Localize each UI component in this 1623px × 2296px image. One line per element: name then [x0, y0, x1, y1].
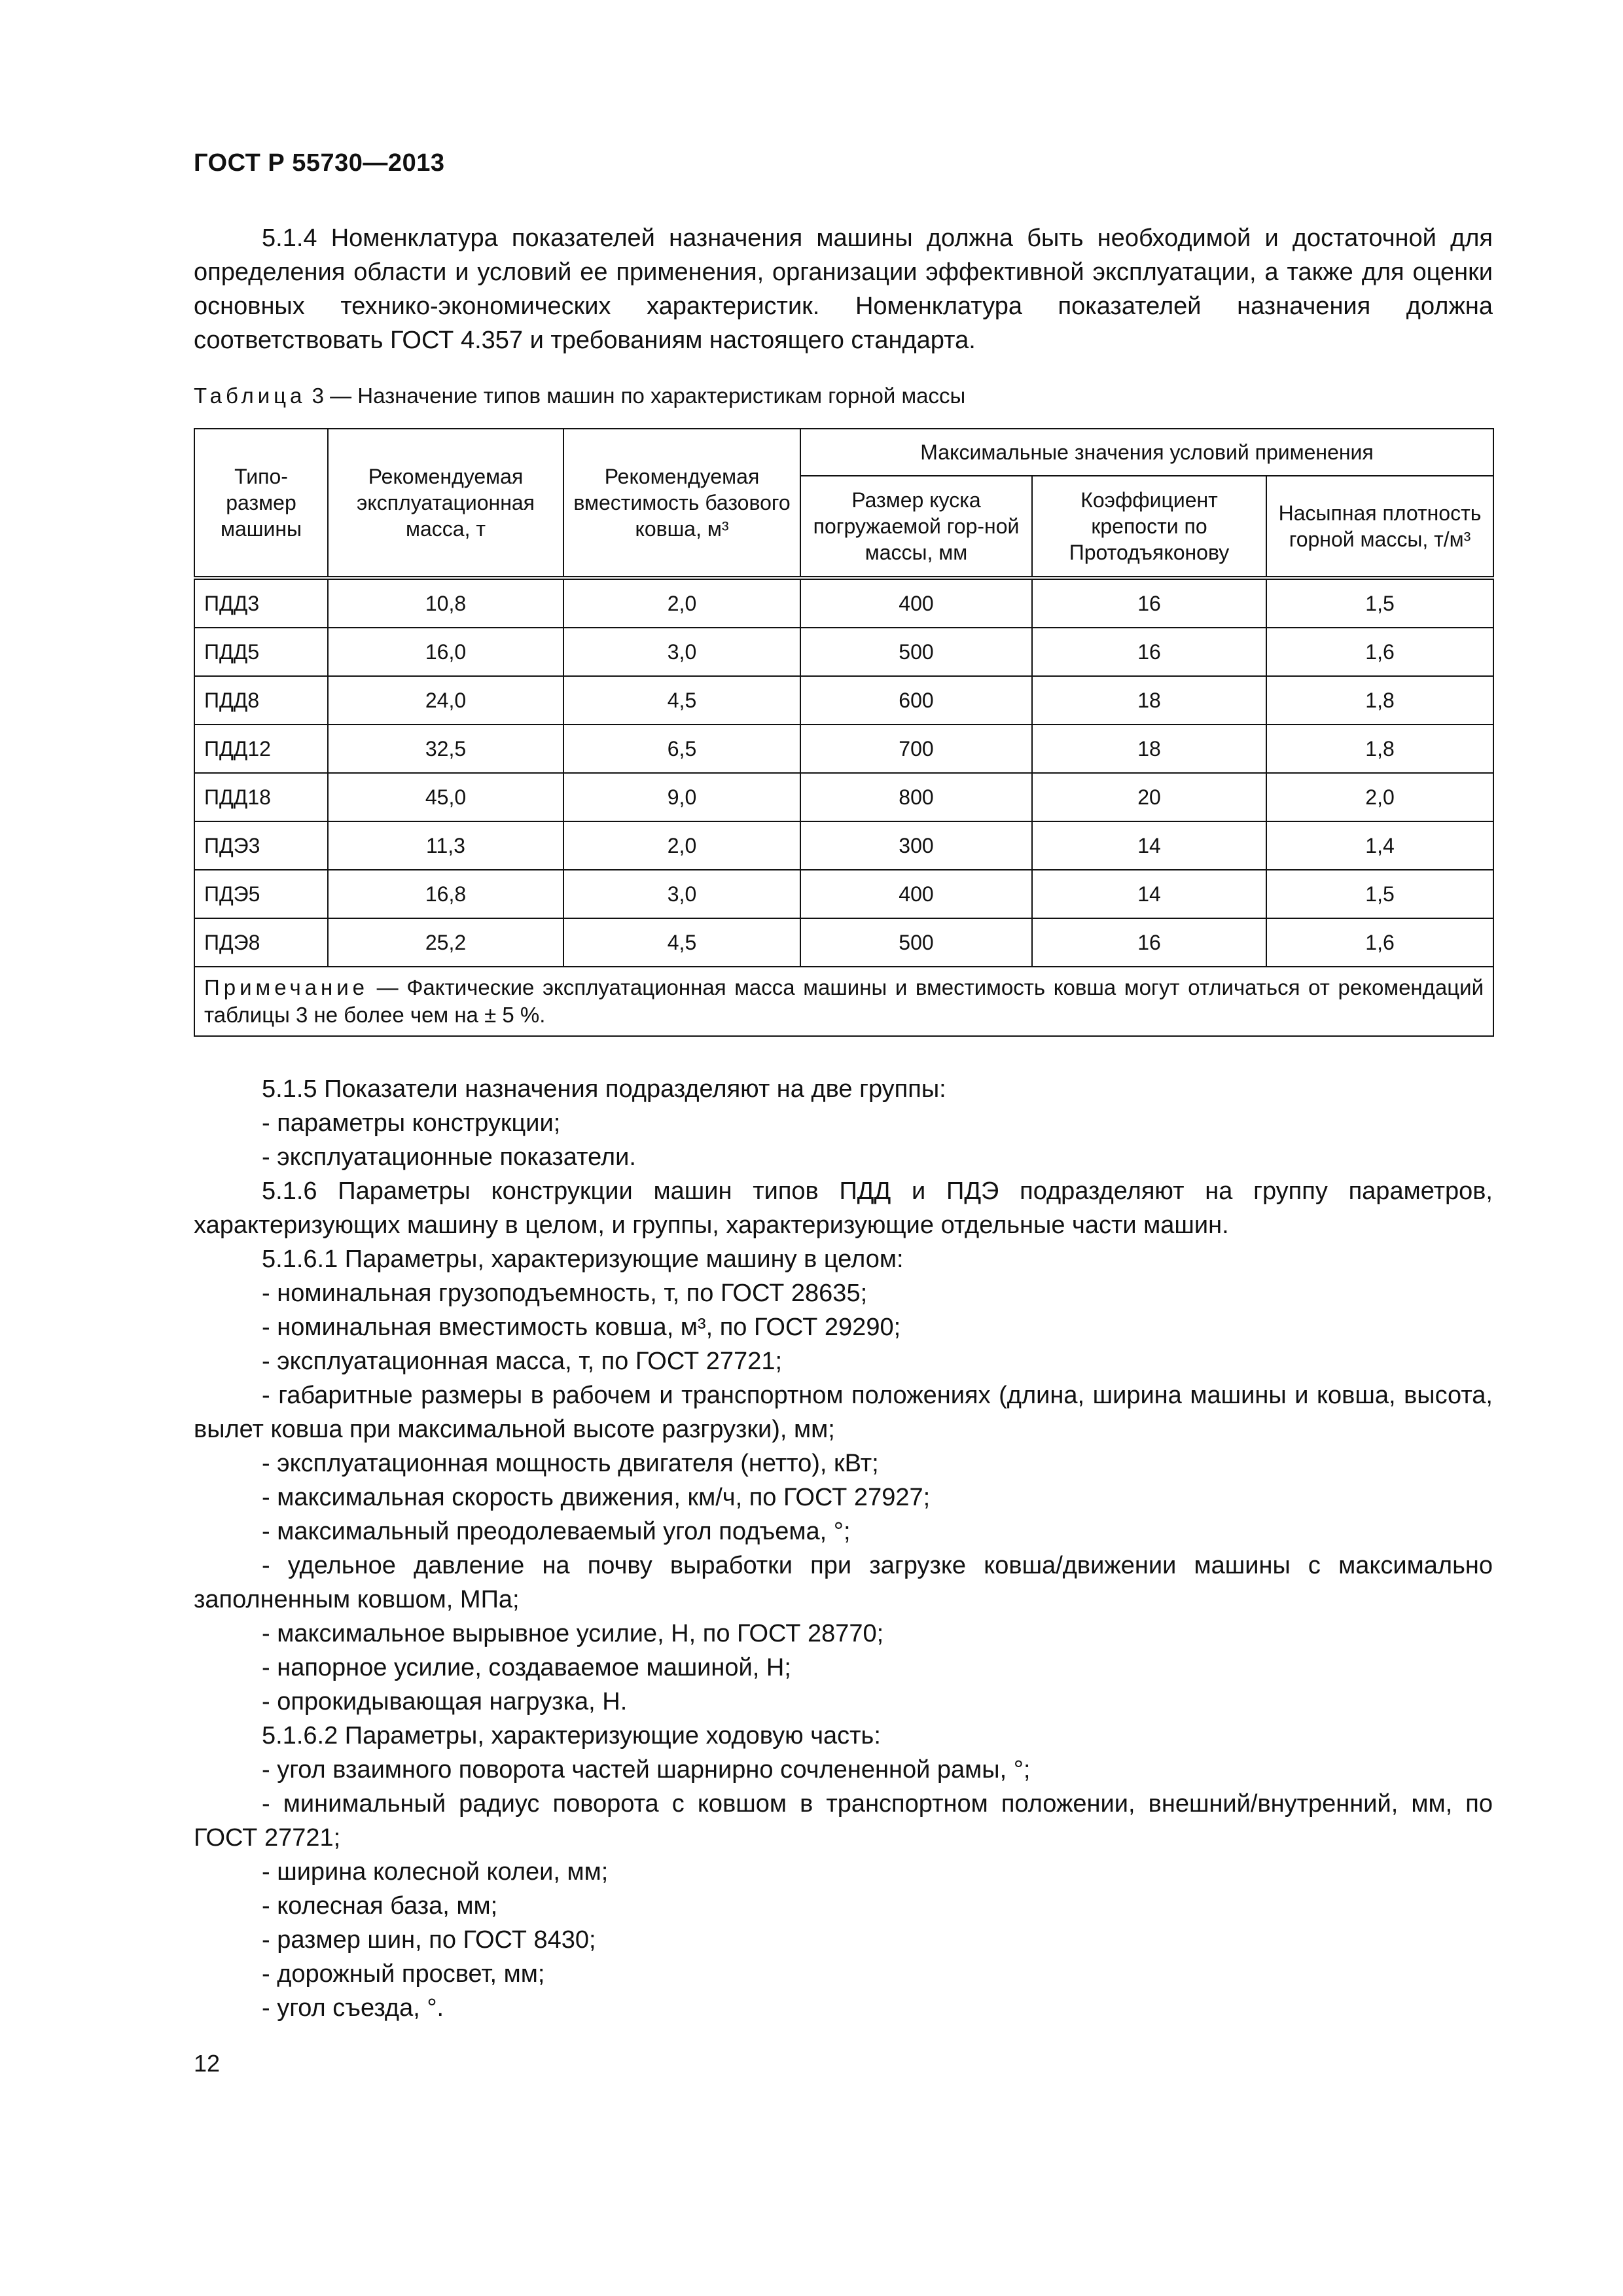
table-cell: 2,0: [563, 821, 800, 870]
table-cell: 18: [1032, 725, 1266, 773]
table-cell: 11,3: [328, 821, 563, 870]
body-paragraph: - параметры конструкции;: [262, 1109, 561, 1137]
body-paragraph: - эксплуатационная масса, т, по ГОСТ 27721;: [262, 1348, 783, 1375]
body-paragraph: - опрокидывающая нагрузка, Н.: [262, 1688, 628, 1715]
header-lump-size: Размер куска погружаемой гор-ной массы, мм: [800, 476, 1032, 578]
table-cell: 1,8: [1266, 676, 1493, 725]
table-row: [194, 628, 1493, 676]
table-cell: 9,0: [563, 773, 800, 821]
body-paragraph: - номинальная вместимость ковша, м³, по ГОСТ 29290;: [262, 1314, 901, 1341]
body-paragraph: 5.1.6.2 Параметры, характеризующие ходовую часть:: [262, 1722, 881, 1749]
table-cell: 1,5: [1266, 870, 1493, 918]
table-cell: 24,0: [328, 676, 563, 725]
body-paragraph: - угол взаимного поворота частей шарнирно сочлененной рамы, °;: [262, 1756, 1031, 1784]
table-cell: ПДД18: [194, 773, 328, 821]
body-paragraph: - удельное давление на почву выработки при загрузке ковша/движении машины с максимально заполненным ковшом, МПа;: [194, 1552, 1493, 1613]
table-cell: 1,5: [1266, 578, 1493, 628]
body-paragraph: 5.1.6 Параметры конструкции машин типов ПДД и ПДЭ подразделяют на группу параметров, характеризующих машину в целом, и группы, характеризующие отдельные части машин.: [194, 1177, 1493, 1239]
table-cell: 20: [1032, 773, 1266, 821]
header-mass: Рекомендуемая эксплуатационная масса, т: [328, 429, 563, 578]
table-cell: ПДЭ8: [194, 918, 328, 967]
table-cell: 1,6: [1266, 918, 1493, 967]
table-cell: 1,4: [1266, 821, 1493, 870]
table-cell: 4,5: [563, 918, 800, 967]
table-cell: 32,5: [328, 725, 563, 773]
body-paragraph: 5.1.5 Показатели назначения подразделяют на две группы:: [262, 1075, 946, 1103]
body-paragraph: - колесная база, мм;: [262, 1892, 498, 1920]
body-text: [194, 1072, 1493, 2025]
page-number: 12: [194, 2050, 221, 2077]
body-paragraph: 5.1.6.1 Параметры, характеризующие машину в целом:: [262, 1246, 904, 1273]
table-cell: ПДД3: [194, 578, 328, 628]
table-caption: [194, 384, 965, 408]
table-note: [194, 967, 1493, 1036]
table-cell: 16: [1032, 578, 1266, 628]
table-cell: 45,0: [328, 773, 563, 821]
table-cell: 16,8: [328, 870, 563, 918]
table-row: [194, 918, 1493, 967]
applications-table: [194, 428, 1494, 1037]
table-cell: 500: [800, 918, 1032, 967]
table-row: [194, 578, 1493, 628]
table-cell: 14: [1032, 870, 1266, 918]
table-cell: 400: [800, 870, 1032, 918]
body-paragraph: - максимальное вырывное усилие, Н, по ГОСТ 28770;: [262, 1620, 884, 1647]
body-paragraph: - максимальная скорость движения, км/ч, по ГОСТ 27927;: [262, 1484, 931, 1511]
table-cell: 10,8: [328, 578, 563, 628]
table-cell: 1,6: [1266, 628, 1493, 676]
table-cell: 18: [1032, 676, 1266, 725]
table-caption-text: 3 — Назначение типов машин по характеристикам горной массы: [312, 384, 966, 408]
table-cell: 400: [800, 578, 1032, 628]
header-hardness-coefficient: Коэффициент крепости по Протодъяконову: [1032, 476, 1266, 578]
body-paragraph: - максимальный преодолеваемый угол подъема, °;: [262, 1518, 851, 1545]
table-cell: ПДД12: [194, 725, 328, 773]
body-paragraph: - дорожный просвет, мм;: [262, 1960, 545, 1988]
body-paragraph: - ширина колесной колеи, мм;: [262, 1858, 609, 1886]
table-note-label: Примечание: [204, 975, 369, 999]
table-note-text: — Фактические эксплуатационная масса машины и вместимость ковша могут отличаться от рекомендаций таблицы 3 не более чем на ± 5 %.: [204, 975, 1484, 1027]
table-cell: 700: [800, 725, 1032, 773]
table-cell: 16,0: [328, 628, 563, 676]
header-type-size: Типо-размер машины: [194, 429, 328, 578]
header-max-conditions: Максимальные значения условий применения: [800, 429, 1493, 476]
table-cell: 3,0: [563, 870, 800, 918]
body-paragraph: - минимальный радиус поворота с ковшом в транспортном положении, внешний/внутренний, мм, по ГОСТ 27721;: [194, 1790, 1493, 1852]
table-cell: 25,2: [328, 918, 563, 967]
table-cell: 16: [1032, 628, 1266, 676]
table-row: [194, 821, 1493, 870]
table-cell: 2,0: [563, 578, 800, 628]
table-row: [194, 725, 1493, 773]
table-cell: 1,8: [1266, 725, 1493, 773]
table-cell: 16: [1032, 918, 1266, 967]
table-body: [194, 578, 1493, 967]
body-paragraph: - эксплуатационные показатели.: [262, 1143, 636, 1171]
table-cell: 4,5: [563, 676, 800, 725]
table-cell: 300: [800, 821, 1032, 870]
body-paragraph: - номинальная грузоподъемность, т, по ГОСТ 28635;: [262, 1280, 868, 1307]
table-caption-label: Таблица: [194, 384, 306, 408]
body-paragraph: - угол съезда, °.: [262, 1994, 444, 2022]
body-paragraph: - напорное усилие, создаваемое машиной, Н;: [262, 1654, 791, 1681]
body-paragraph: - габаритные размеры в рабочем и транспортном положениях (длина, ширина машины и ковша, высота, вылет ковша при максимальной высоте разгрузки), мм;: [194, 1382, 1493, 1443]
header-bulk-density: Насыпная плотность горной массы, т/м³: [1266, 476, 1493, 578]
table-cell: ПДЭ3: [194, 821, 328, 870]
table-cell: 600: [800, 676, 1032, 725]
intro-paragraph: 5.1.4 Номенклатура показателей назначения машины должна быть необходимой и достаточной для определения области и условий ее применения, организации эффективной эксплуатации, а также для оценки основных технико-экономических характеристик. Номенклатура показателей назначения должна соответствовать ГОСТ 4.357 и требованиям настоящего стандарта.: [194, 224, 1493, 354]
body-paragraph: - эксплуатационная мощность двигателя (нетто), кВт;: [262, 1450, 879, 1477]
table-cell: ПДД8: [194, 676, 328, 725]
table-cell: ПДЭ5: [194, 870, 328, 918]
table-cell: ПДД5: [194, 628, 328, 676]
table-cell: 500: [800, 628, 1032, 676]
table-cell: 2,0: [1266, 773, 1493, 821]
table-cell: 800: [800, 773, 1032, 821]
table-row: [194, 870, 1493, 918]
body-paragraph: - размер шин, по ГОСТ 8430;: [262, 1926, 596, 1954]
table-cell: 14: [1032, 821, 1266, 870]
header-bucket-capacity: Рекомендуемая вместимость базового ковша, м³: [563, 429, 800, 578]
table-cell: 3,0: [563, 628, 800, 676]
document-header: ГОСТ Р 55730—2013: [194, 149, 445, 177]
table-row: [194, 676, 1493, 725]
table-cell: 6,5: [563, 725, 800, 773]
table-row: [194, 773, 1493, 821]
